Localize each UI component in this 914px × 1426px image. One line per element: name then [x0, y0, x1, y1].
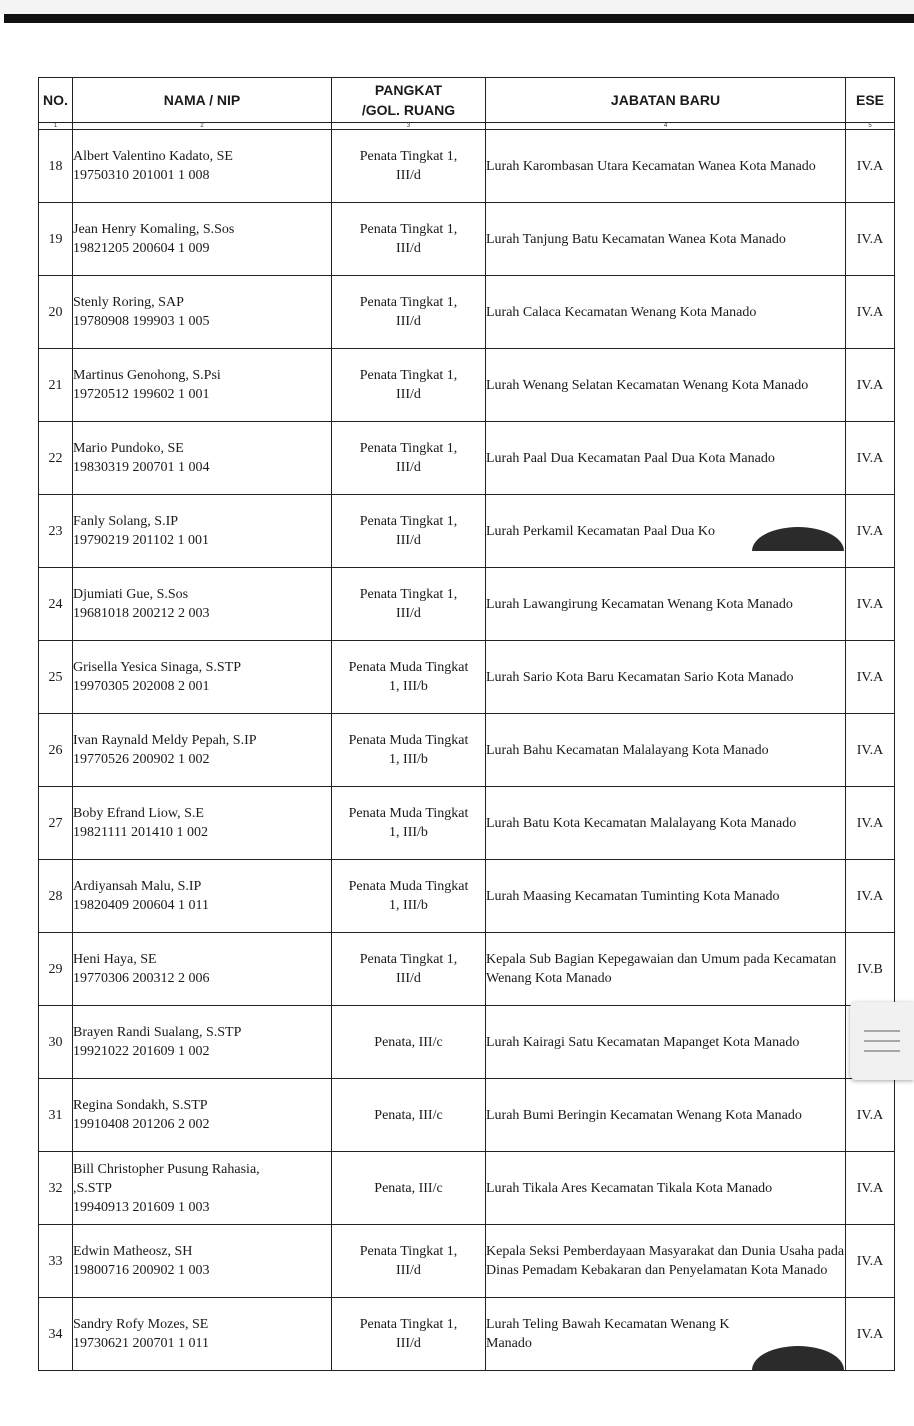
table-row	[39, 1152, 895, 1225]
position-text: Kepala Sub Bagian Kepegawaian dan Umum pada Kecamatan Wenang Kota Manado	[486, 952, 837, 986]
name-nip-cell	[73, 495, 332, 568]
position-text: Lurah Paal Dua Kecamatan Paal Dua Kota Manado	[486, 450, 775, 466]
row-number: 30	[39, 1006, 73, 1079]
employee-nip: 19780908 199903 1 005	[73, 314, 210, 329]
rank-cell	[332, 860, 486, 933]
employee-nip: 19730621 200701 1 011	[73, 1336, 209, 1351]
header-jabatan: JABATAN BARU	[486, 78, 846, 123]
table-row	[39, 1079, 895, 1152]
name-nip-cell	[73, 641, 332, 714]
rank-line1: Penata Tingkat 1,	[359, 222, 458, 237]
table-row	[39, 349, 895, 422]
position-cell	[486, 860, 846, 933]
table-row	[39, 203, 895, 276]
rank-line1: Penata Tingkat 1,	[359, 1244, 458, 1259]
ese-cell: IV.A	[846, 714, 895, 787]
ese-cell: IV.A	[846, 203, 895, 276]
rank-line1: Penata Tingkat 1,	[359, 587, 458, 602]
employee-name: Jean Henry Komaling, S.Sos	[73, 222, 235, 237]
row-number: 23	[39, 495, 73, 568]
position-cell	[486, 276, 846, 349]
employee-name: Stenly Roring, SAP	[73, 295, 184, 310]
table-row	[39, 568, 895, 641]
ese-cell: IV.A	[846, 1079, 895, 1152]
employee-name: Martinus Genohong, S.Psi	[73, 368, 221, 383]
rank-line1: Penata Tingkat 1,	[359, 952, 458, 967]
row-number: 22	[39, 422, 73, 495]
row-number: 24	[39, 568, 73, 641]
rank-line2: III/d	[396, 241, 421, 256]
rank-cell	[332, 641, 486, 714]
row-number: 33	[39, 1225, 73, 1298]
employee-nip: 19821205 200604 1 009	[73, 241, 210, 256]
name-nip-cell	[73, 933, 332, 1006]
rank-cell	[332, 1079, 486, 1152]
name-nip-cell	[73, 860, 332, 933]
position-text: Lurah Teling Bawah Kecamatan Wenang K	[486, 1317, 730, 1332]
employee-nip: 19770526 200902 1 002	[73, 752, 210, 767]
rank-line1: Penata Muda Tingkat	[348, 806, 469, 821]
ese-cell: IV.A	[846, 422, 895, 495]
column-number: 5	[846, 123, 895, 130]
employee-name: Heni Haya, SE	[73, 952, 157, 967]
rank-line1: Penata Tingkat 1,	[359, 441, 458, 456]
rank-line2: 1, III/b	[389, 752, 428, 767]
position-cell	[486, 641, 846, 714]
rank-line2: 1, III/b	[389, 679, 428, 694]
rank-line1: Penata Tingkat 1,	[359, 295, 458, 310]
rank-line1: Penata, III/c	[374, 1180, 443, 1196]
employee-nip: 19720512 199602 1 001	[73, 387, 210, 402]
ese-cell: IV.B	[846, 933, 895, 1006]
position-cell	[486, 1152, 846, 1225]
rank-cell	[332, 1006, 486, 1079]
table-row	[39, 714, 895, 787]
name-nip-cell	[73, 568, 332, 641]
employee-nip: 19940913 201609 1 003	[73, 1199, 210, 1215]
rank-line1: Penata, III/c	[374, 1107, 443, 1123]
column-number: 3	[332, 123, 486, 130]
employee-nip: 19821111 201410 1 002	[73, 825, 208, 840]
table-row	[39, 276, 895, 349]
position-text: Lurah Kairagi Satu Kecamatan Mapanget Kota Manado	[486, 1034, 800, 1050]
employee-name: Boby Efrand Liow, S.E	[73, 806, 204, 821]
position-text: Lurah Wenang Selatan Kecamatan Wenang Kota Manado	[486, 377, 809, 393]
table-row	[39, 495, 895, 568]
rank-line2: III/d	[396, 1263, 421, 1278]
scroll-handle[interactable]	[850, 1002, 914, 1080]
position-cell	[486, 203, 846, 276]
rank-cell	[332, 276, 486, 349]
position-text: Lurah Lawangirung Kecamatan Wenang Kota Manado	[486, 596, 793, 612]
table-row	[39, 422, 895, 495]
top-band	[0, 0, 914, 14]
name-nip-cell	[73, 1006, 332, 1079]
employee-name: Albert Valentino Kadato, SE	[73, 149, 233, 164]
header-pangkat	[332, 78, 486, 123]
rank-line2: III/d	[396, 533, 421, 548]
rank-line2: 1, III/b	[389, 825, 428, 840]
rank-line1: Penata Tingkat 1,	[359, 368, 458, 383]
position-text: Lurah Bahu Kecamatan Malalayang Kota Manado	[486, 742, 769, 758]
row-number: 29	[39, 933, 73, 1006]
rank-line1: Penata Tingkat 1,	[359, 1317, 458, 1332]
rank-cell	[332, 495, 486, 568]
rank-line1: Penata, III/c	[374, 1034, 443, 1050]
ese-cell: IV.A	[846, 349, 895, 422]
position-text: Lurah Tikala Ares Kecamatan Tikala Kota Manado	[486, 1180, 773, 1196]
page-top-rule	[4, 14, 914, 23]
position-text: Lurah Sario Kota Baru Kecamatan Sario Kota Manado	[486, 669, 794, 685]
ese-cell: IV.A	[846, 1152, 895, 1225]
name-nip-cell	[73, 1079, 332, 1152]
name-nip-cell	[73, 714, 332, 787]
rank-cell	[332, 1152, 486, 1225]
rank-line2: III/d	[396, 168, 421, 183]
rank-line2: III/d	[396, 387, 421, 402]
position-text: Lurah Calaca Kecamatan Wenang Kota Manado	[486, 304, 757, 320]
row-number: 18	[39, 130, 73, 203]
employee-name: Bill Christopher Pusung Rahasia,	[73, 1161, 260, 1177]
header-pangkat-line2: /GOL. RUANG	[361, 102, 456, 118]
employee-name: Grisella Yesica Sinaga, S.STP	[73, 660, 241, 675]
employee-name: Edwin Matheosz, SH	[73, 1244, 193, 1259]
position-text: Lurah Karombasan Utara Kecamatan Wanea Kota Manado	[486, 158, 816, 174]
row-number: 34	[39, 1298, 73, 1371]
rank-line2: III/d	[396, 971, 421, 986]
employee-name: Mario Pundoko, SE	[73, 441, 184, 456]
header-pangkat-line1: PANGKAT	[374, 82, 443, 98]
employee-nip: 19830319 200701 1 004	[73, 460, 210, 475]
rank-cell	[332, 349, 486, 422]
row-number: 28	[39, 860, 73, 933]
employee-name: Fanly Solang, S.IP	[73, 514, 179, 529]
ese-cell: IV.A	[846, 1225, 895, 1298]
row-number: 20	[39, 276, 73, 349]
position-cell	[486, 1079, 846, 1152]
table-row	[39, 860, 895, 933]
table-row	[39, 787, 895, 860]
position-cell	[486, 1006, 846, 1079]
name-nip-cell	[73, 203, 332, 276]
ese-cell: IV.A	[846, 276, 895, 349]
position-text: Lurah Batu Kota Kecamatan Malalayang Kota Manado	[486, 815, 797, 831]
name-nip-cell	[73, 1298, 332, 1371]
ese-cell: IV.A	[846, 641, 895, 714]
rank-line2: 1, III/b	[389, 898, 428, 913]
position-text: Lurah Maasing Kecamatan Tuminting Kota Manado	[486, 888, 780, 904]
table-row	[39, 641, 895, 714]
employee-nip: 19750310 201001 1 008	[73, 168, 210, 183]
employee-name: Ivan Raynald Meldy Pepah, S.IP	[73, 733, 257, 748]
rank-cell	[332, 933, 486, 1006]
employee-nip: 19770306 200312 2 006	[73, 971, 210, 986]
rank-line1: Penata Muda Tingkat	[348, 733, 469, 748]
position-text: Kepala Seksi Pemberdayaan Masyarakat dan Dunia Usaha pada Dinas Pemadam Kebakaran dan Penyelamatan Kota Manado	[486, 1244, 845, 1278]
table-row	[39, 1225, 895, 1298]
name-nip-cell	[73, 1152, 332, 1225]
name-nip-cell	[73, 130, 332, 203]
employee-nip: 19790219 201102 1 001	[73, 533, 209, 548]
row-number: 26	[39, 714, 73, 787]
position-text: Lurah Bumi Beringin Kecamatan Wenang Kota Manado	[486, 1107, 802, 1123]
name-nip-cell	[73, 1225, 332, 1298]
row-number: 21	[39, 349, 73, 422]
row-number: 32	[39, 1152, 73, 1225]
position-text-cont: Manado	[486, 1336, 532, 1351]
header-no: NO.	[39, 78, 73, 123]
name-nip-cell	[73, 349, 332, 422]
position-cell	[486, 422, 846, 495]
rank-line1: Penata Tingkat 1,	[359, 149, 458, 164]
employee-name: Brayen Randi Sualang, S.STP	[73, 1025, 242, 1040]
employee-nip: 19820409 200604 1 011	[73, 898, 209, 913]
table-row	[39, 130, 895, 203]
name-nip-cell	[73, 787, 332, 860]
ese-cell: IV.A	[846, 787, 895, 860]
employee-name-cont: ,S.STP	[73, 1180, 112, 1196]
row-number: 19	[39, 203, 73, 276]
rank-line1: Penata Tingkat 1,	[359, 514, 458, 529]
header-ese: ESE	[846, 78, 895, 123]
column-number: 1	[39, 123, 73, 130]
position-cell	[486, 787, 846, 860]
ese-cell: IV.A	[846, 1298, 895, 1371]
rank-cell	[332, 714, 486, 787]
rank-cell	[332, 1298, 486, 1371]
position-cell	[486, 1225, 846, 1298]
name-nip-cell	[73, 422, 332, 495]
table-row	[39, 1006, 895, 1079]
personnel-table	[38, 77, 895, 1371]
header-nama: NAMA / NIP	[73, 78, 332, 123]
table-row	[39, 933, 895, 1006]
rank-cell	[332, 568, 486, 641]
ese-cell: IV.A	[846, 860, 895, 933]
rank-line2: III/d	[396, 1336, 421, 1351]
rank-line2: III/d	[396, 460, 421, 475]
position-cell	[486, 714, 846, 787]
employee-nip: 19921022 201609 1 002	[73, 1044, 210, 1059]
rank-line1: Penata Muda Tingkat	[348, 879, 469, 894]
employee-nip: 19910408 201206 2 002	[73, 1117, 210, 1132]
ese-cell: IV.A	[846, 130, 895, 203]
position-cell	[486, 130, 846, 203]
employee-name: Ardiyansah Malu, S.IP	[73, 879, 202, 894]
employee-name: Regina Sondakh, S.STP	[73, 1098, 208, 1113]
rank-cell	[332, 1225, 486, 1298]
column-number-row	[39, 123, 895, 130]
column-number: 2	[73, 123, 332, 130]
position-cell	[486, 933, 846, 1006]
rank-cell	[332, 203, 486, 276]
rank-cell	[332, 130, 486, 203]
employee-nip: 19970305 202008 2 001	[73, 679, 210, 694]
ese-cell: IV.A	[846, 568, 895, 641]
column-number: 4	[486, 123, 846, 130]
position-text: Lurah Tanjung Batu Kecamatan Wanea Kota Manado	[486, 231, 786, 247]
row-number: 31	[39, 1079, 73, 1152]
rank-line2: III/d	[396, 606, 421, 621]
rank-cell	[332, 787, 486, 860]
position-cell	[486, 349, 846, 422]
position-text: Lurah Perkamil Kecamatan Paal Dua Ko	[486, 523, 715, 539]
employee-nip: 19800716 200902 1 003	[73, 1263, 210, 1278]
employee-name: Djumiati Gue, S.Sos	[73, 587, 189, 602]
row-number: 27	[39, 787, 73, 860]
position-cell	[486, 568, 846, 641]
rank-cell	[332, 422, 486, 495]
header-row	[39, 78, 895, 123]
rank-line1: Penata Muda Tingkat	[348, 660, 469, 675]
name-nip-cell	[73, 276, 332, 349]
employee-nip: 19681018 200212 2 003	[73, 606, 210, 621]
employee-name: Sandry Rofy Mozes, SE	[73, 1317, 209, 1332]
row-number: 25	[39, 641, 73, 714]
ese-cell: IV.A	[846, 495, 895, 568]
rank-line2: III/d	[396, 314, 421, 329]
